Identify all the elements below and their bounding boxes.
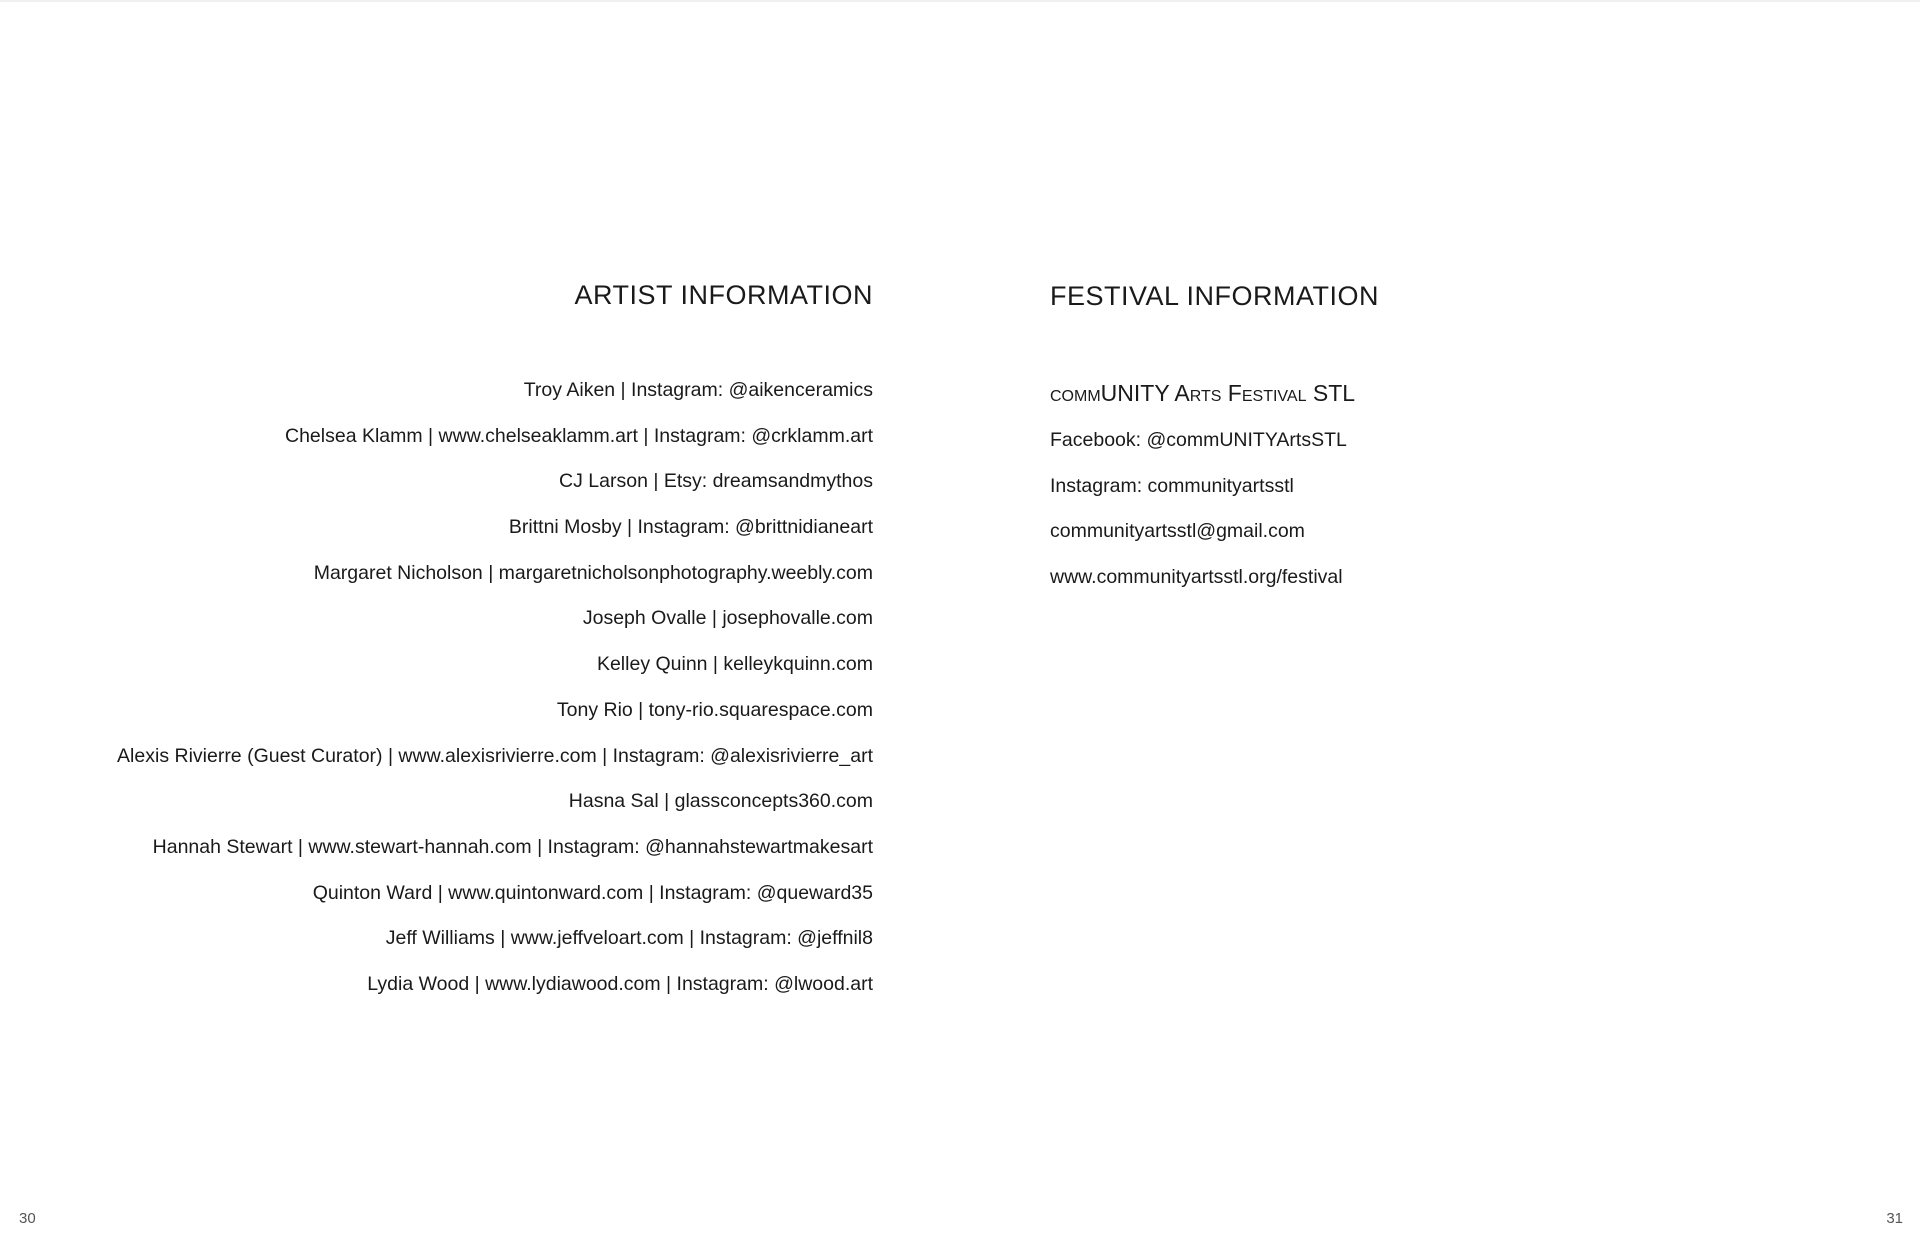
right-page xyxy=(960,0,1920,1240)
artist-entry: Hannah Stewart | www.stewart-hannah.com | Instagram: @hannahstewartmakesart xyxy=(152,835,873,858)
page-number-right: 31 xyxy=(1886,1210,1903,1227)
artist-information-heading: ARTIST INFORMATION xyxy=(574,280,873,310)
page-number-left: 30 xyxy=(19,1210,36,1227)
artist-entry: Chelsea Klamm | www.chelseaklamm.art | Instagram: @crklamm.art xyxy=(285,424,873,447)
festival-instagram: Instagram: communityartsstl xyxy=(1050,474,1294,497)
artist-entry: CJ Larson | Etsy: dreamsandmythos xyxy=(559,470,873,493)
artist-entry: Kelley Quinn | kelleykquinn.com xyxy=(596,653,873,676)
artist-entry: Margaret Nicholson | margaretnicholsonphotography.weebly.com xyxy=(313,561,873,584)
artist-entry: Lydia Wood | www.lydiawood.com | Instagram: @lwood.art xyxy=(367,972,873,995)
festival-contact-list xyxy=(1050,428,1347,610)
artist-entry: Tony Rio | tony-rio.squarespace.com xyxy=(556,698,873,721)
festival-facebook: Facebook: @commUNITYArtsSTL xyxy=(1050,429,1347,451)
artist-entry: Quinton Ward | www.quintonward.com | Instagram: @queward35 xyxy=(312,881,873,904)
artist-entry: Jeff Williams | www.jeffveloart.com | Instagram: @jeffnil8 xyxy=(385,927,873,950)
artist-entry: Brittni Mosby | Instagram: @brittnidianeart xyxy=(508,516,873,539)
festival-email: communityartsstl@gmail.com xyxy=(1050,520,1305,542)
artist-entry: Alexis Rivierre (Guest Curator) | www.alexisrivierre.com | Instagram: @alexisrivierre_art xyxy=(117,744,873,767)
festival-website: www.communityartsstl.org/festival xyxy=(1050,565,1343,588)
artist-entry: Troy Aiken | Instagram: @aikenceramics xyxy=(523,379,873,401)
artist-entry: Hasna Sal | glassconcepts360.com xyxy=(568,790,873,813)
artist-list xyxy=(117,378,873,1018)
artist-entry: Joseph Ovalle | josephovalle.com xyxy=(582,607,873,630)
festival-name: commUNITY Arts Festival STL xyxy=(1050,380,1356,406)
festival-information-heading: FESTIVAL INFORMATION xyxy=(1050,281,1380,311)
